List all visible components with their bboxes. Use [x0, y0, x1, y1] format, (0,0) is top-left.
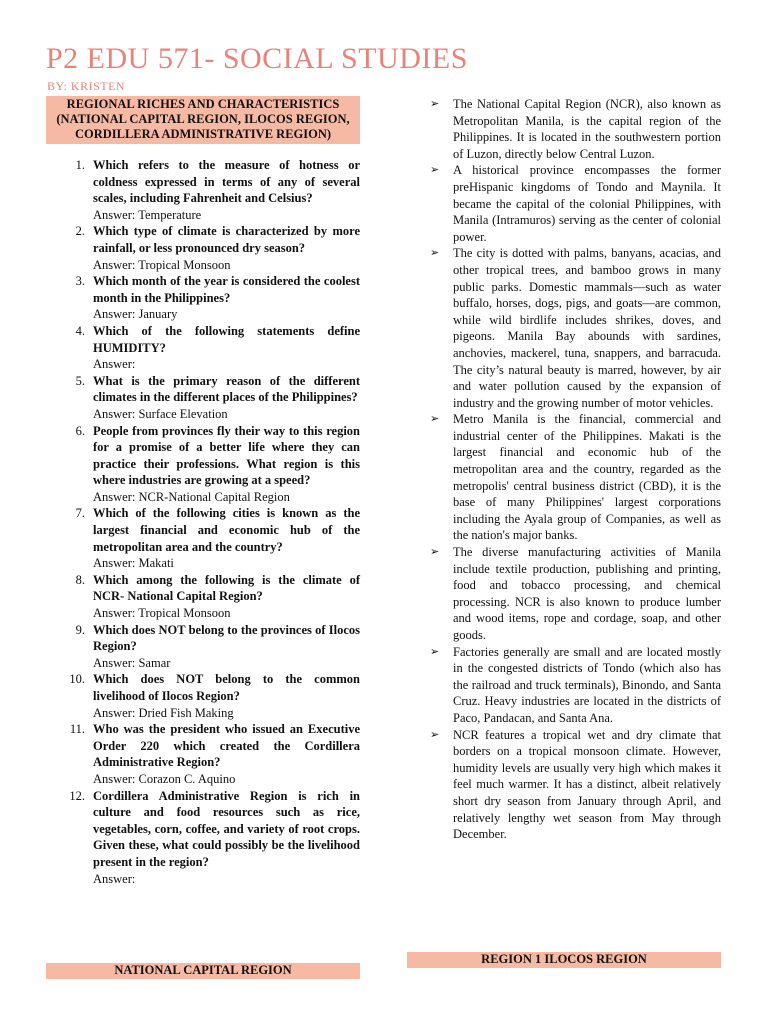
- section-title-regional-riches: REGIONAL RICHES AND CHARACTERISTICS (NATIONAL CAPITAL REGION, ILOCOS REGION, CORDILLERA ADMINISTRATIVE REGION): [46, 96, 360, 144]
- answer-text: Answer: Temperature: [93, 207, 202, 222]
- section-title-ilocos-region: REGION 1 ILOCOS REGION: [407, 952, 721, 968]
- question-number: 8.: [75, 572, 85, 587]
- answer-text: Answer: Tropical Monsoon: [93, 606, 231, 621]
- question-text: Which does NOT belong to the provinces of Ilocos Region?: [93, 622, 360, 654]
- question-list: [46, 157, 360, 887]
- question-number: 5.: [75, 373, 85, 388]
- question-item: [46, 157, 360, 223]
- bullet-text: A historical province encompasses the former preHispanic kingdoms of Tondo and Maynila. It became the capital of the colonial Philippines, with Manila (Intramuros) serving as the center of colonial power.: [453, 163, 721, 244]
- answer-text: Answer: Surface Elevation: [93, 406, 228, 421]
- ncr-bullet-item: [430, 544, 721, 644]
- question-item: [46, 671, 360, 721]
- bullet-text: NCR features a tropical wet and dry climate that borders on a tropical monsoon climate. However, humidity levels are usually very high which makes it feel much warmer. It has a distinct, albeit relatively short dry season from January through April, and relatively lengthy wet season from May through December.: [453, 727, 721, 842]
- arrow-bullet-icon: ➢: [430, 546, 440, 559]
- question-item: [46, 223, 360, 273]
- question-number: 6.: [75, 423, 85, 438]
- question-text: Who was the president who issued an Executive Order 220 which created the Cordillera Administrative Region?: [93, 722, 360, 770]
- question-item: [46, 721, 360, 787]
- question-text: Which refers to the measure of hotness or coldness expressed in terms of any of several scales, including Fahrenheit and Celsius?: [93, 158, 360, 206]
- arrow-bullet-icon: ➢: [430, 413, 440, 426]
- question-text: What is the primary reason of the different climates in the different places of the Philippines?: [93, 373, 360, 405]
- ncr-bullet-item: [430, 644, 721, 727]
- section-title-national-capital-region: NATIONAL CAPITAL REGION: [46, 963, 360, 979]
- answer-text: Answer: NCR-National Capital Region: [93, 489, 290, 504]
- question-item: [46, 373, 360, 423]
- question-item: [46, 423, 360, 506]
- ncr-bullet-list: [430, 96, 721, 843]
- question-text: Which does NOT belong to the common livelihood of Ilocos Region?: [93, 672, 360, 703]
- question-item: [46, 323, 360, 373]
- answer-text: Answer: Tropical Monsoon: [93, 257, 231, 272]
- arrow-bullet-icon: ➢: [430, 164, 440, 177]
- answer-text: Answer:: [93, 871, 136, 886]
- arrow-bullet-icon: ➢: [430, 247, 440, 260]
- ncr-bullet-item: [430, 96, 721, 162]
- question-text: Which type of climate is characterized by more rainfall, or less pronounced dry season?: [93, 224, 360, 255]
- question-text: People from provinces fly their way to this region for a promise of a better life where they can practice their professions. What region is this where industries are growing at a speed?: [93, 423, 360, 488]
- arrow-bullet-icon: ➢: [430, 728, 440, 741]
- bullet-text: The National Capital Region (NCR), also known as Metropolitan Manila, is the capital region of the Philippines. It is located in the southwestern portion of Luzon, directly below Central Luzon.: [453, 97, 721, 161]
- question-item: [46, 572, 360, 622]
- answer-text: Answer: Makati: [93, 556, 174, 571]
- question-number: 12.: [69, 788, 85, 803]
- question-text: Cordillera Administrative Region is rich in culture and food resources such as rice, vegetables, corn, coffee, and variety of root crops. Given these, what could possibly be the livelihood present in the region?: [93, 788, 360, 869]
- ncr-bullet-item: [430, 411, 721, 544]
- question-text: Which month of the year is considered the coolest month in the Philippines?: [93, 274, 360, 305]
- question-number: 10.: [69, 672, 85, 687]
- bullet-text: The diverse manufacturing activities of Manila include textile production, publishing and printing, food and tobacco processing, and chemical processing. NCR is also known to produce lumber and wood items, rope and cordage, soap, and other goods.: [453, 545, 721, 642]
- question-number: 9.: [75, 622, 85, 637]
- question-number: 1.: [75, 158, 85, 172]
- answer-text: Answer: January: [93, 307, 178, 322]
- bullet-text: Factories generally are small and are located mostly in the congested districts of Tondo (which also has the railroad and truck terminals), Binondo, and Santa Cruz. Heavy industries are located in the districts of Paco, Pandacan, and Santa Ana.: [453, 644, 721, 725]
- question-number: 3.: [75, 274, 85, 289]
- answer-text: Answer:: [93, 357, 136, 372]
- ncr-bullet-item: [430, 245, 721, 411]
- bullet-text: The city is dotted with palms, banyans, acacias, and other tropical trees, and bamboo grows in many public parks. Domestic mammals—such as water buffalo, horses, dogs, pigs, and goats—are common, while wild birdlife includes shrikes, doves, and pigeons. Manila Bay abounds with sardines, anchovies, mackerel, tuna, snappers, and barracuda. The city’s natural beauty is marred, however, by air and water pollution caused by the expansion of industry and the growing number of motor vehicles.: [453, 246, 721, 410]
- ncr-bullet-item: [430, 727, 721, 843]
- bullet-text: Metro Manila is the financial, commercial and industrial center of the Philippines. Makati is the largest financial and economic hub of the metropolitan area and the country, regarded as the metropolis' central business district (CBD), it is the base of many Philippines' largest corporations including the Ayala group of Companies, as well as the nation's major banks.: [453, 412, 721, 543]
- question-number: 7.: [75, 506, 85, 521]
- question-item: [46, 622, 360, 672]
- question-text: Which of the following cities is known as the largest financial and economic hub of the metropolitan area and the country?: [93, 506, 360, 554]
- question-text: Which among the following is the climate of NCR- National Capital Region?: [93, 572, 360, 604]
- question-number: 2.: [75, 224, 85, 239]
- question-number: 4.: [75, 323, 85, 338]
- arrow-bullet-icon: ➢: [430, 645, 440, 658]
- answer-text: Answer: Corazon C. Aquino: [93, 771, 236, 786]
- question-item: [46, 505, 360, 571]
- question-item: [46, 788, 360, 888]
- question-item: [46, 273, 360, 323]
- ncr-bullet-item: [430, 162, 721, 245]
- author-byline: BY: KRISTEN: [47, 79, 126, 93]
- answer-text: Answer: Samar: [93, 655, 171, 670]
- question-number: 11.: [69, 722, 85, 737]
- answer-text: Answer: Dried Fish Making: [93, 705, 234, 720]
- question-text: Which of the following statements define HUMIDITY?: [93, 323, 360, 355]
- page-title: P2 EDU 571- SOCIAL STUDIES: [46, 42, 468, 75]
- arrow-bullet-icon: ➢: [430, 98, 440, 110]
